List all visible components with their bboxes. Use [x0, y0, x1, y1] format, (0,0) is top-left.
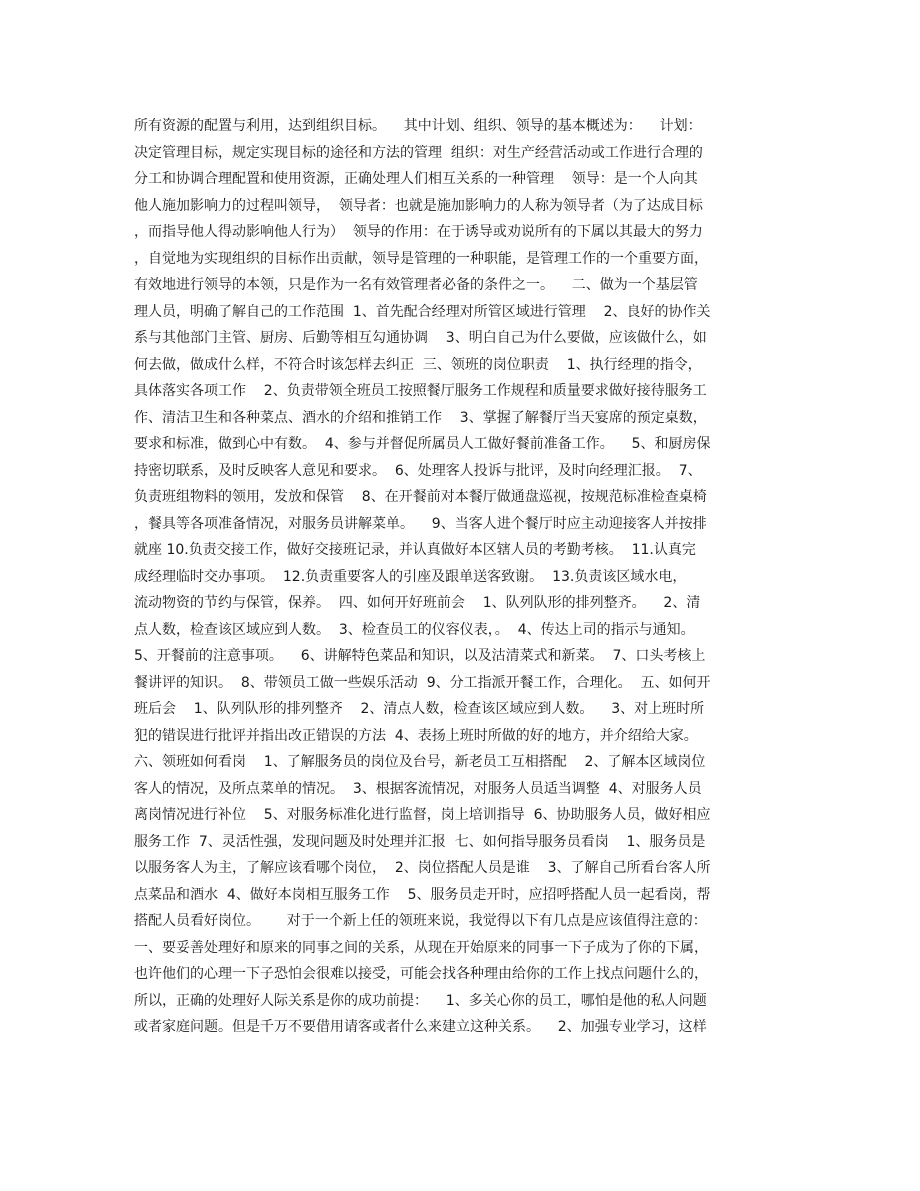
text-line: 或者家庭问题。但是千万不要借用请客或者什么来建立这种关系。 2、加强专业学习，这样 — [134, 1019, 707, 1035]
text-line: 餐讲评的知识。 8、带领员工做一些娱乐活动 9、分工指派开餐工作，合理化。 五、如何开 — [134, 674, 711, 691]
text-line: 所以，正确的处理好人际关系是你的成功前提： 1、多关心你的员工，哪怕是他的私人问题 — [134, 992, 707, 1009]
text-line: 具体落实各项工作 2、负责带领全班员工按照餐厅服务工作规程和质量要求做好接待服务工 — [134, 383, 707, 399]
text-line: 六、领班如何看岗 1、了解服务员的岗位及台号，新老员工互相搭配 2、了解本区域岗位 — [134, 754, 706, 770]
text-line: 决定管理目标，规定实现目标的途径和方法的管理 组织：对生产经营活动或工作进行合理的 — [134, 144, 703, 161]
text-line: 有效地进行领导的本领，只是作为一名有效管理者必备的条件之一。 二、做为一个基层管 — [134, 277, 698, 293]
text-line: 点人数，检查该区域应到人数。 3、检查员工的仪容仪表，。 4、传达上司的指示与通知。 — [134, 621, 695, 638]
text-line: 服务工作 7、灵活性强，发现问题及时处理并汇报 七、如何指导服务员看岗 1、服务员是 — [134, 833, 706, 850]
text-line: 犯的错误进行批评并指出改正错误的方法 4、表扬上班时所做的好的地方，并介绍给大家。 — [134, 727, 698, 744]
text-line: 流动物资的节约与保管，保养。 四、如何开好班前会 1、队列队形的排列整齐。 2、清 — [134, 595, 701, 611]
text-line: 班后会 1、队列队形的排列整齐 2、清点人数，检查该区域应到人数。 3、对上班时所 — [134, 701, 705, 717]
text-line: 分工和协调合理配置和使用资源，正确处理人们相互关系的一种管理 领导：是一个人向其 — [134, 171, 698, 187]
text-line: 以服务客人为主，了解应该看哪个岗位， 2、岗位搭配人员是谁 3、了解自己所看台客人所 — [134, 860, 711, 876]
text-line: 就座 10.负责交接工作，做好交接班记录，并认真做好本区辖人员的考勤考核。 11.认真完 — [134, 542, 696, 558]
text-line: 5、开餐前的注意事项。 6、讲解特色菜品和知识，以及沽清菜式和新菜。 7、口头考核上 — [134, 648, 706, 664]
text-line: 何去做，做成什么样，不符合时该怎样去纠正 三、领班的岗位职责 1、执行经理的指令， — [134, 356, 702, 373]
text-line: 一、要妥善处理好和原来的同事之间的关系，从现在开始原来的同事一下子成为了你的下属， — [134, 939, 708, 956]
text-line: 系与其他部门主管、厨房、后勤等相互勾通协调 3、明白自己为什么要做，应该做什么，如 — [134, 330, 707, 346]
text-line: 负责班组物料的领用，发放和保管 8、在开餐前对本餐厅做通盘巡视，按规范标准检查桌椅 — [134, 489, 707, 505]
text-line: 作、清洁卫生和各种菜点、酒水的介绍和推销工作 3、掌握了解餐厅当天宴席的预定桌数， — [134, 409, 707, 426]
text-line: 理人员，明确了解自己的工作范围 1、首先配合经理对所管区域进行管理 2、良好的协作关 — [134, 303, 711, 320]
text-line: 离岗情况进行补位 5、对服务标准化进行监督，岗上培训指导 6、协助服务人员，做好相应 — [134, 807, 711, 823]
text-line: 持密切联系，及时反映客人意见和要求。 6、处理客人投诉与批评，及时向经理汇报。 7、 — [134, 462, 702, 479]
body-text — [134, 113, 788, 1041]
text-line: 要求和标准，做到心中有数。 4、参与并督促所属员人工做好餐前准备工作。 5、和厨房保 — [134, 436, 711, 452]
text-line: ，自觉地为实现组织的目标作出贡献，领导是管理的一种职能，是管理工作的一个重要方面， — [134, 250, 708, 267]
text-line: 点菜品和酒水 4、做好本岗相互服务工作 5、服务员走开时，应招呼搭配人员一起看岗，帮 — [134, 886, 711, 903]
text-line: 客人的情况，及所点菜单的情况。 3、根据客流情况，对服务人员适当调整 4、对服务人员 — [134, 780, 702, 797]
text-line: 他人施加影响力的过程叫领导， 领导者：也就是施加影响力的人称为领导者（为了达成目标 — [134, 197, 703, 214]
text-line: 搭配人员看好岗位。 对于一个新上任的领班来说，我觉得以下有几点是应该值得注意的： — [134, 913, 707, 929]
text-line: ，餐具等各项准备情况，对服务员讲解菜单。 9、当客人进个餐厅时应主动迎接客人并按排 — [134, 515, 707, 532]
text-line: ，而指导他人得动影响他人行为） 领导的作用：在于诱导或劝说所有的下属以其最大的努力 — [134, 224, 703, 240]
text-line: 成经理临时交办事项。 12.负责重要客人的引座及跟单送客致谢。 13.负责该区域水电， — [134, 568, 687, 585]
text-line: 也许他们的心理一下子恐怕会很难以接受，可能会找各种理由给你的工作上找点问题什么的， — [134, 966, 708, 982]
text-line: 所有资源的配置与利用，达到组织目标。 其中计划、组织、领导的基本概述为： 计划： — [134, 118, 702, 134]
